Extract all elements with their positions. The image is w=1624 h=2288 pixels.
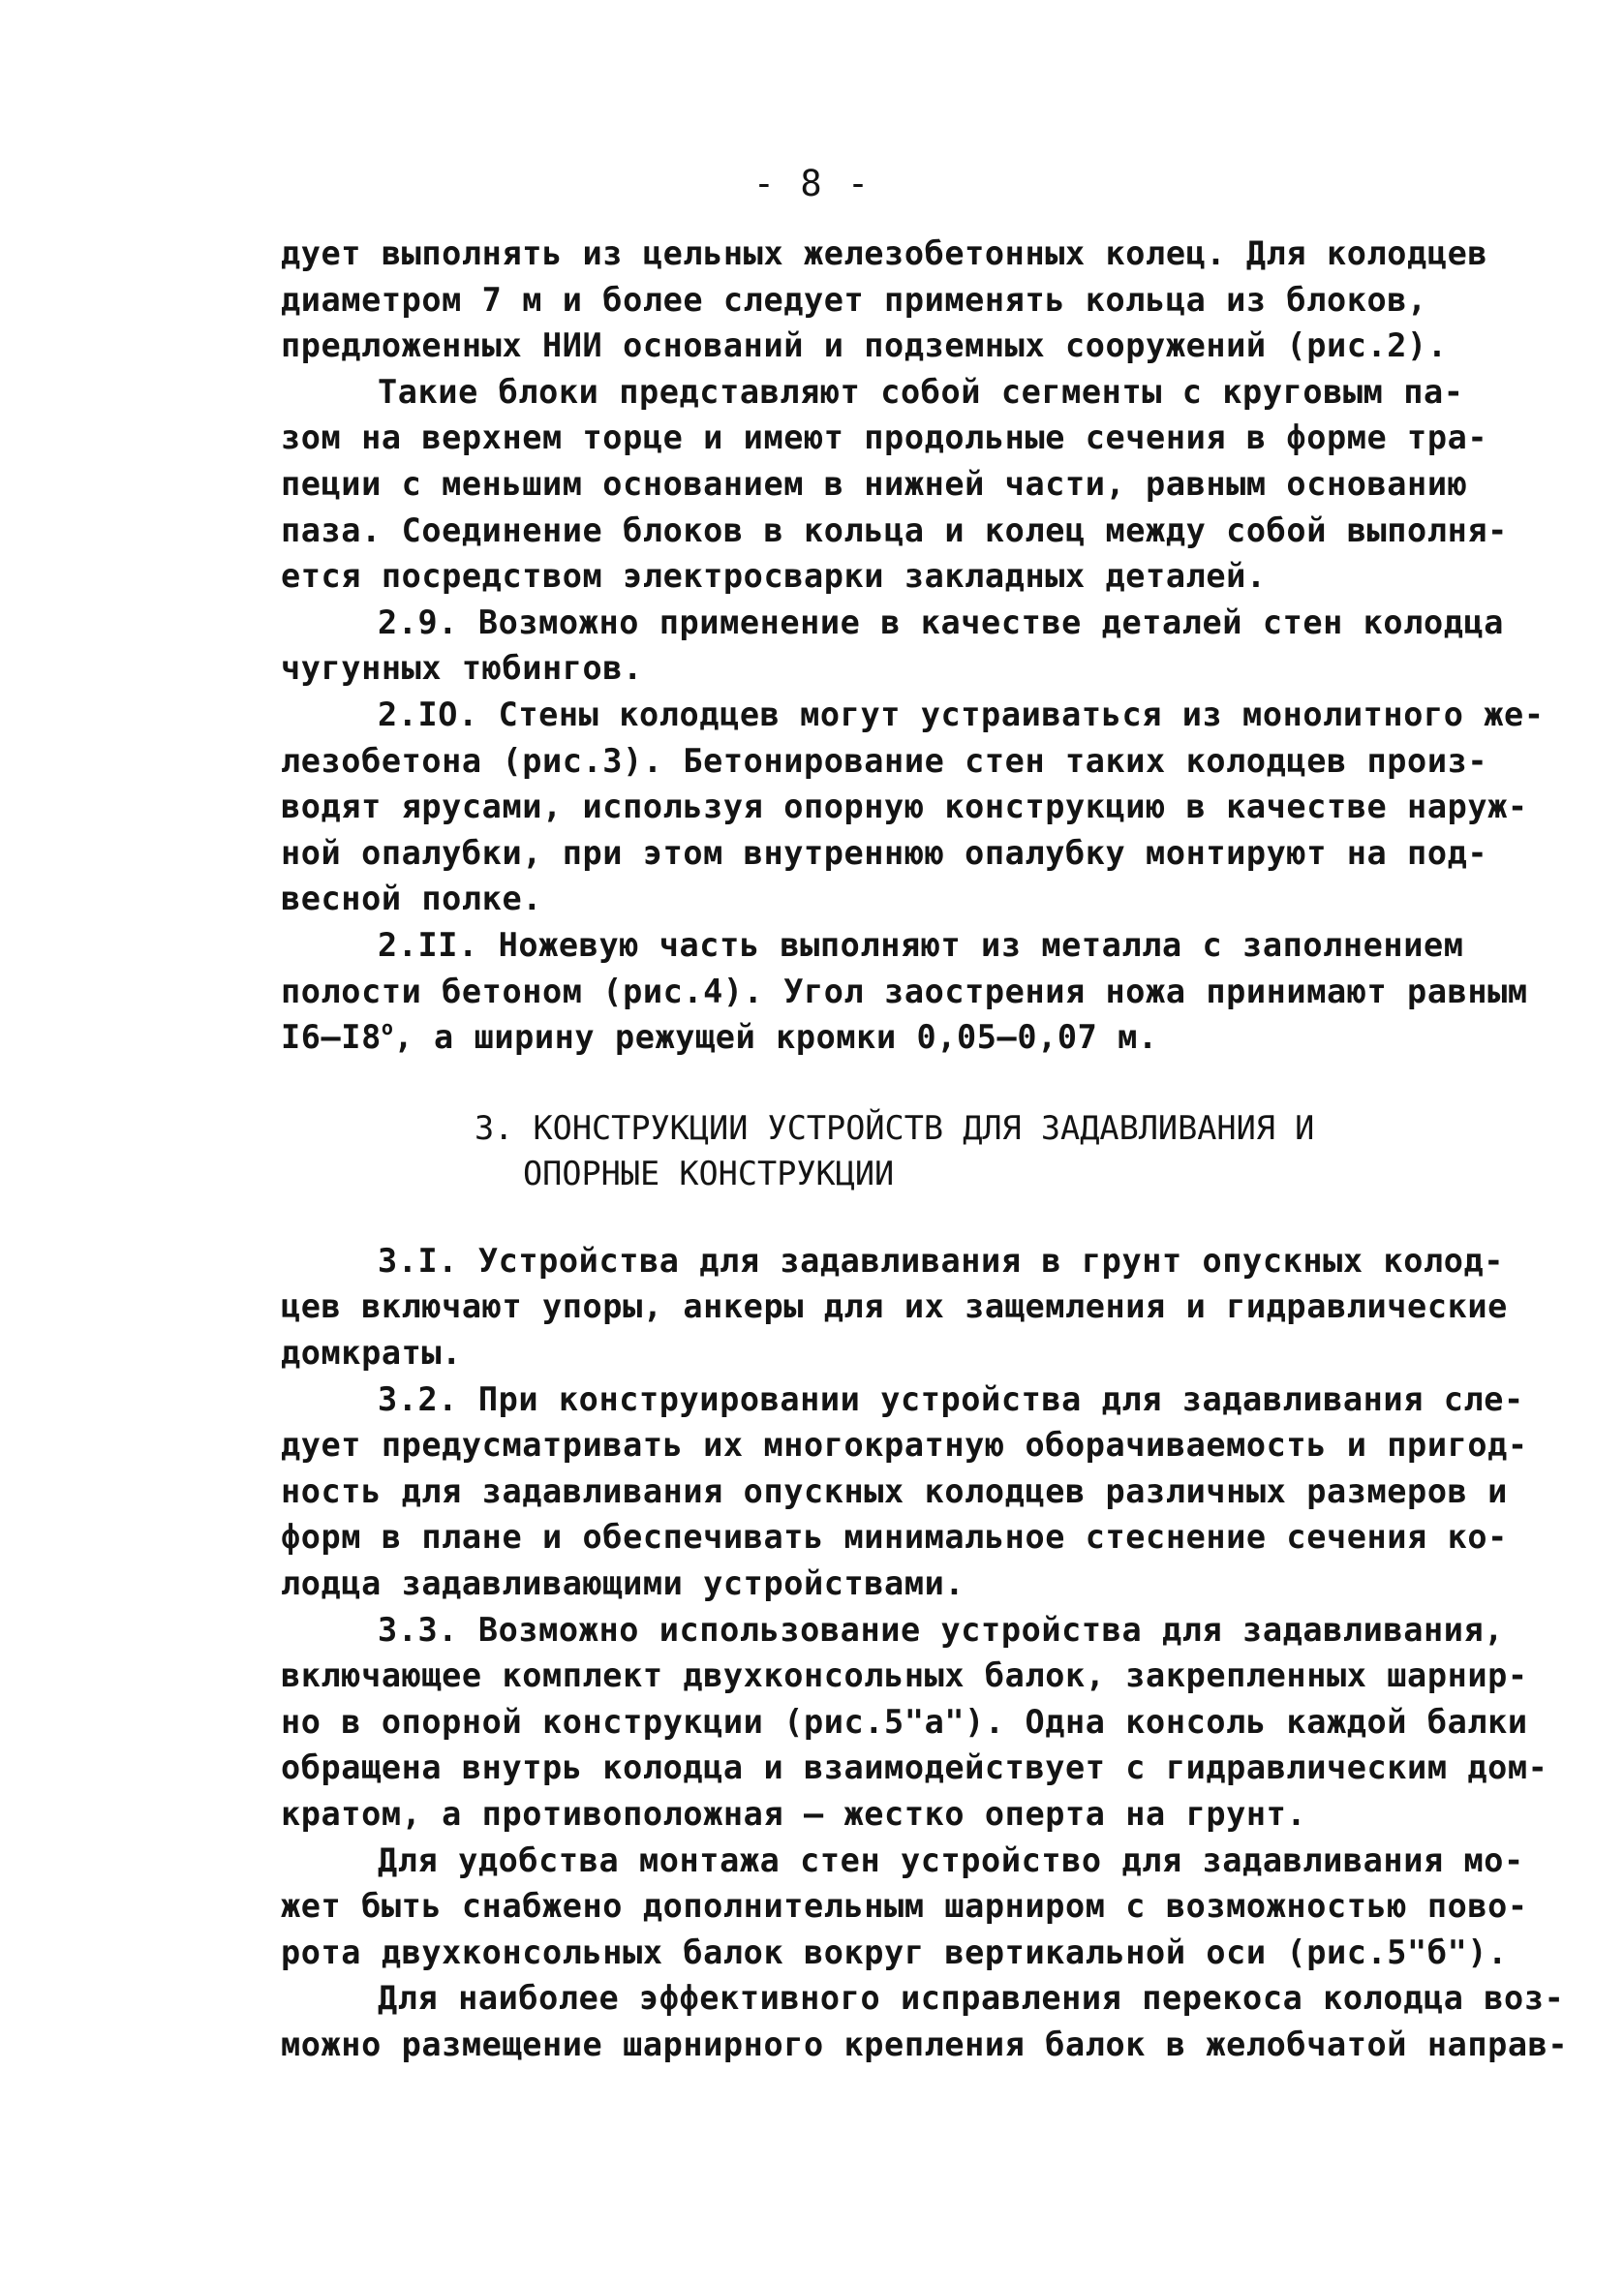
text-line: 3.2. При конструировании устройства для задавливания сле- bbox=[378, 1379, 1524, 1418]
text-line: форм в плане и обеспечивать минимальное стеснение сечения ко- bbox=[281, 1518, 1508, 1557]
paragraph-3-1 bbox=[281, 1238, 1508, 1376]
text-line: 2.9. Возможно применение в качестве деталей стен колодца bbox=[378, 603, 1505, 641]
degree-superscript: o bbox=[381, 1016, 394, 1040]
text-line: пеции с меньшим основанием в нижней части, равным основанию bbox=[281, 464, 1468, 503]
paragraph-mounting bbox=[281, 1838, 1528, 1976]
angle-range: I6–I8 bbox=[281, 1018, 382, 1057]
text-line: весной полке. bbox=[281, 880, 542, 918]
paragraph-2-9 bbox=[281, 600, 1505, 692]
text-line: лезобетона (рис.3). Бетонирование стен таких колодцев произ- bbox=[281, 741, 1488, 780]
text-line: ность для задавливания опускных колодцев различных размеров и bbox=[281, 1471, 1508, 1510]
text-line: включающее комплект двухконсольных балок, закрепленных шарнир- bbox=[281, 1656, 1528, 1695]
text-line: 2.II. Ножевую часть выполняют из металла с заполнением bbox=[378, 925, 1464, 964]
text-line: кратом, а противоположная – жестко оперта на грунт. bbox=[281, 1795, 1307, 1833]
document-body bbox=[281, 231, 1569, 2068]
text-line: можно размещение шарнирного крепления балок в желобчатой направ- bbox=[281, 2025, 1569, 2063]
text-line: ной опалубки, при этом внутреннюю опалубку монтируют на под- bbox=[281, 833, 1488, 872]
heading-line: ОПОРНЫЕ КОНСТРУКЦИИ bbox=[523, 1155, 895, 1193]
text-fragment: , а ширину режущей кромки 0,05–0,07 м. bbox=[393, 1018, 1158, 1057]
text-line: домкраты. bbox=[281, 1334, 462, 1373]
text-line: жет быть снабжено дополнительным шарниром с возможностью пово- bbox=[281, 1887, 1528, 1926]
spacer bbox=[281, 1061, 1491, 1105]
paragraph-3-3 bbox=[281, 1607, 1548, 1838]
text-line: полости бетоном (рис.4). Угол заострения ножа принимают равным bbox=[281, 972, 1528, 1010]
text-line: рота двухконсольных балок вокруг вертикальной оси (рис.5"б"). bbox=[281, 1932, 1508, 1971]
text-line: Для удобства монтажа стен устройство для задавливания мо- bbox=[378, 1840, 1524, 1879]
paragraph-2-10 bbox=[281, 692, 1545, 922]
text-line: обращена внутрь колодца и взаимодействует с гидравлическим дом- bbox=[281, 1748, 1548, 1787]
text-line: паза. Соединение блоков в кольца и колец между собой выполня- bbox=[281, 510, 1508, 549]
text-line: цев включают упоры, анкеры для их защемления и гидравлические bbox=[281, 1287, 1508, 1326]
text-line: 3.3. Возможно использование устройства для задавливания, bbox=[378, 1610, 1505, 1649]
spacer bbox=[281, 1197, 1491, 1238]
paragraph-continuation bbox=[281, 231, 1491, 369]
text-line: 2.IO. Стены колодцев могут устраиваться из монолитного же- bbox=[378, 695, 1545, 733]
section-heading bbox=[281, 1105, 1491, 1197]
text-line: ется посредством электросварки закладных деталей. bbox=[281, 557, 1267, 596]
text-line bbox=[281, 1014, 1491, 1061]
text-line: но в опорной конструкции (рис.5"а"). Одна консоль каждой балки bbox=[281, 1702, 1528, 1741]
text-line: предложенных НИИ оснований и подземных сооружений (рис.2). bbox=[281, 326, 1448, 365]
paragraph-2-11 bbox=[281, 922, 1528, 1061]
paragraph-3-2 bbox=[281, 1376, 1528, 1607]
text-line: чугунных тюбингов. bbox=[281, 649, 643, 688]
text-line: 3.I. Устройства для задавливания в грунт опускных колод- bbox=[378, 1241, 1505, 1280]
text-line: водят ярусами, используя опорную конструкцию в качестве наруж- bbox=[281, 788, 1528, 826]
text-line: Для наиболее эффективного исправления перекоса колодца воз- bbox=[378, 1979, 1565, 2018]
text-line: дует предусматривать их многократную оборачиваемость и пригод- bbox=[281, 1426, 1528, 1465]
text-line: Такие блоки представляют собой сегменты с круговым па- bbox=[378, 372, 1464, 411]
page-number: - 8 - bbox=[752, 163, 872, 204]
text-line: диаметром 7 м и более следует применять кольца из блоков, bbox=[281, 280, 1427, 319]
paragraph-blocks bbox=[281, 369, 1508, 600]
text-line: зом на верхнем торце и имеют продольные сечения в форме тра- bbox=[281, 418, 1488, 457]
text-line: дует выполнять из цельных железобетонных колец. Для колодцев bbox=[281, 234, 1488, 272]
text-line: лодца задавливающими устройствами. bbox=[281, 1564, 965, 1603]
heading-line: 3. КОНСТРУКЦИИ УСТРОЙСТВ ДЛЯ ЗАДАВЛИВАНИЯ И bbox=[475, 1108, 1315, 1147]
paragraph-skew-correction bbox=[281, 1975, 1569, 2067]
